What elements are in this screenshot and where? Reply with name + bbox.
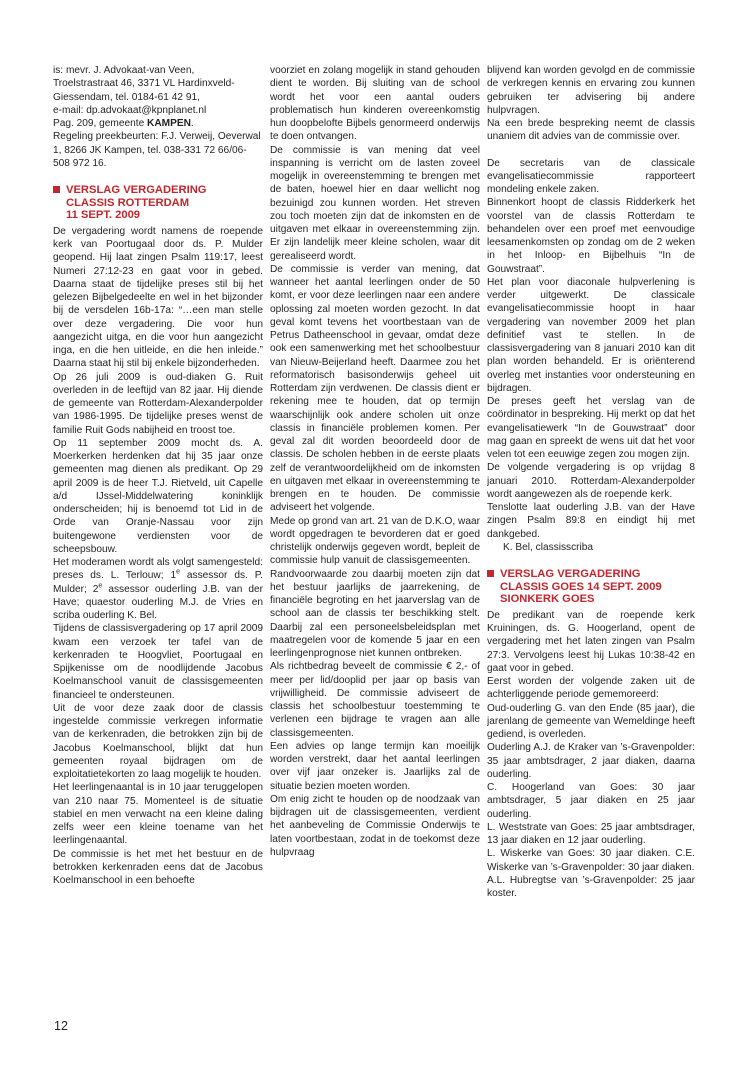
paragraph: L. Weststrate van Goes: 25 jaar ambtsdrager, 13 jaar diaken en 12 jaar ouderling. bbox=[487, 821, 695, 847]
paragraph: Randvoorwaarde zou daarbij moeten zijn dat het bestuur jaarlijks de jaarrekening, de financiële begroting en het jaarverslag van de school aan de classis ter beschikking stelt. Daarbij zal een personeelsbeleidsplan met maatregelen voor de komende 5 jaar en een leerlingenprognose niet kunnen ontbreken. bbox=[270, 568, 480, 659]
page-reference: Pag. 209, gemeente KAMPEN. bbox=[53, 118, 194, 129]
paragraph: blijvend kan worden gevolgd en de commissie de verkregen kennis en ervaring zou kunnen gebruiken ter advisering bij andere hulpvragen. bbox=[487, 65, 695, 116]
paragraph: A.L. Hubregtse van ’s-Gravenpolder: 25 jaar koster. bbox=[487, 874, 695, 900]
paragraph: De commissie is verder van mening, dat wanneer het aantal leerlingen onder de 50 komt, er voor deze leerlingen naar een andere oplossing zal moeten worden gezocht. In dat geval komt tevens het voortbestaan van de Petrus Datheenschool in gevaar, omdat deze ook een samenwerking met het schoolbestuur van Nieuw-Beijerland heeft. Daarmee zou het reformatorisch basisonderwijs geheel uit Rotterdam zijn verdwenen. De classis dient er rekening mee te houden, dat op termijn waarschijnlijk ook andere scholen uit onze classis in financiële problemen komen. Per geval zal dit worden beoordeeld door de classis. De scholen hebben in de eerste plaats zelf de verantwoordelijkheid om de inkomsten en uitgaven met elkaar in overeenstemming te brengen en te houden. De commissie adviseert het volgende. bbox=[270, 263, 480, 514]
paragraph: Het plan voor diaconale hulpverlening is verder uitgewerkt. De classicale evangelisatiecommissie hoopt in haar vergadering van november 2009 het plan definitief vast te stellen. In de classisvergadering van 8 januari 2010 kan dit plan worden behandeld. Er is oriënterend overleg met instanties voor ondersteuning en bijdragen. bbox=[487, 276, 695, 394]
paragraph: Op 26 juli 2009 is oud-diaken G. Ruit overleden in de leeftijd van 82 jaar. Hij diende de gemeente van Rotterdam-Alexanderpolder van 1986-1995. De tijdelijke preses wenst de familie Ruit Gods nabijheid en troost toe. bbox=[53, 371, 263, 436]
address-line: is: mevr. J. Advokaat-van Veen, bbox=[53, 65, 195, 76]
paragraph: De secretaris van de classicale evangelisatiecommissie rapporteert mondeling enkele zaken. bbox=[487, 157, 695, 195]
page-number: 12 bbox=[54, 1019, 68, 1033]
signoff: K. Bel, classisscriba bbox=[503, 541, 594, 553]
address-line: Troelstrastraat 46, 3371 VL Hardinxveld-Giessendam, tel. 0184-61 42 91, bbox=[53, 78, 235, 103]
paragraph: Tenslotte laat ouderling J.B. van der Have zingen Psalm 89:8 en eindigt hij met dankgebed. bbox=[487, 502, 695, 540]
paragraph: De predikant van de roepende kerk Kruiningen, ds. G. Hoogerland, opent de vergadering met het laten zingen van Psalm 27:3. Vervolgens leest hij Lukas 10:38-42 en gaat voor in gebed. bbox=[487, 609, 695, 674]
column-3 bbox=[487, 64, 695, 1029]
paragraph: L. Wiskerke van Goes: 30 jaar diaken. C.E. Wiskerke van ’s-Gravenpolder: 30 jaar diaken. bbox=[487, 848, 695, 873]
paragraph: Tijdens de classisvergadering op 17 april 2009 kwam een verzoek ter tafel van de kerkenraden te Hoogvliet, Poortugaal en Spijkenisse om de noodlijdende Jacobus Koelmanschool vanuit de classisgemeenten financieel te ondersteunen. bbox=[53, 623, 263, 701]
heading-square-icon bbox=[487, 570, 494, 577]
paragraph: Om enig zicht te houden op de noodzaak van bijdragen uit de classisgemeenten, verdient het aanbeveling de Commissie Onderwijs te laten voortbestaan, zodat in de toekomst deze hulpvraag bbox=[270, 793, 480, 858]
paragraph: Binnenkort hoopt de classis Ridderkerk het voorstel van de classis Rotterdam te behandelen over een proef met eenvoudige leesamenkomsten op zondag om de 2 weken in het Inloop- en Bijbelhuis “In de Gouwstraat”. bbox=[487, 197, 695, 275]
paragraph: Als richtbedrag beveelt de commissie € 2,- of meer per lid/dooplid per jaar op basis van vrijwilligheid. De commissie adviseert de classis het schoolbestuur toestemming te verlenen een bijdrage te vragen aan alle classisgemeenten. bbox=[270, 661, 480, 739]
paragraph: Ouderling A.J. de Kraker van ’s-Gravenpolder: 35 jaar ambtsdrager, 2 jaar diaken, daarna ouderling. bbox=[487, 742, 695, 780]
column-2 bbox=[270, 64, 480, 1034]
congregation-name: KAMPEN bbox=[147, 118, 191, 129]
paragraph: Een advies op lange termijn kan moeilijk worden verstrekt, daar het aantal leerlingen over vijf jaar onzeker is. Jaarlijks zal de situatie bezien moeten worden. bbox=[270, 740, 480, 792]
section-heading-rotterdam: VERSLAG VERGADERING CLASSIS ROTTERDAM 11 SEPT. 2009 bbox=[53, 184, 263, 222]
paragraph-gap bbox=[487, 144, 695, 157]
paragraph: Op 11 september 2009 mocht ds. A. Moerkerken herdenken dat hij 35 jaar onze gemeenten mag dienen als predikant. Op 29 april 2009 is de heer T.J. Rietveld, uit Capelle a/d IJssel-Middelwatering koninklijk onderscheiden; hij is benoemd tot Lid in de Orde van Oranje-Nassau voor zijn buitengewone verdiensten voor de scheepsbouw. bbox=[53, 437, 263, 555]
heading-square-icon bbox=[53, 186, 60, 193]
paragraph: Oud-ouderling G. van den Ende (85 jaar), die jarenlang de gemeente van Wemeldinge heeft gediend, is overleden. bbox=[487, 702, 695, 741]
paragraph: Uit de voor deze zaak door de classis ingestelde commissie verkregen informatie van de kerkenraden, die betrokken zijn bij de Jacobus Koelmanschool, blijkt dat hun gemeenten royaal bijdragen om de exploitatietekorten zo laag mogelijk te houden. bbox=[53, 702, 263, 781]
paragraph: De vergadering wordt namens de roepende kerk van Poortugaal door ds. P. Mulder geopend. Hij laat zingen Psalm 119:17, leest Numeri 27:12-23 en gaat voor in gebed. Daarna staat de tijdelijke preses stil bij het gelezen Bijbelgedeelte en wel in het bijzonder bij de versdelen 16b-17a: “…een man stelle over deze vergadering. Die voor hun aangezicht uitga, en die voor hun aangezicht inga, en die hen uitleide, en die hen inleide.” Daarna staat hij stil bij enkele bijzonderheden. bbox=[53, 225, 263, 370]
regeling-preekbeurten: Regeling preekbeurten: F.J. Verweij, Oeverwal 1, 8266 JK Kampen, tel. 038-331 72 66/06-508 972 16. bbox=[53, 131, 261, 169]
paragraph: De commissie is van mening dat veel inspanning is verricht om de lasten zoveel mogelijk in overeenstemming te brengen met de baten, hoewel hier en daar wellicht nog bezuinigd zou kunnen worden. Het streven zou toch moeten zijn dat de inkomsten en de uitgaven met elkaar in overeenstemming zijn. Er zijn landelijk meer kleine scholen, waar dit gerealiseerd wordt. bbox=[270, 144, 480, 262]
paragraph: De preses geeft het verslag van de coördinator in bespreking. Hij merkt op dat het evangelisatiewerk “In de Gouwstraat” door mag gaan en spreekt de wens uit dat het voor velen tot een eeuwige zegen zou mogen zijn. bbox=[487, 396, 695, 460]
moderamen-paragraph: Het moderamen wordt als volgt samengesteld: preses ds. L. Terlouw; 1e assessor ds. P. Mulder; 2e assessor ouderling J.B. van der Have; quaestor ouderling M.J. de Vries en scriba ouderling K. Bel. bbox=[53, 557, 263, 622]
paragraph: voorziet en zolang mogelijk in stand gehouden dient te worden. Bij sluiting van de school wordt het voor een aantal ouders problematisch hun kinderen overeenkomstig hun doopbelofte Bijbels genormeerd onderwijs te doen ontvangen. bbox=[270, 65, 480, 143]
paragraph: Het leerlingenaantal is in 10 jaar teruggelopen van 210 naar 75. Momenteel is de situatie stabiel en men verwacht na een kleine daling zelfs weer een kleine toename van het leerlingenaantal. bbox=[53, 782, 263, 847]
email-line: e-mail: dp.advokaat@kpnplanet.nl bbox=[53, 104, 207, 116]
paragraph: Mede op grond van art. 21 van de D.K.O, waar wordt opgedragen te bevorderen dat er goed christelijk onderwijs gegeven wordt, bepleit de commissie hulp vanuit de classisgemeenten. bbox=[270, 515, 480, 567]
section-heading-goes: VERSLAG VERGADERING CLASSIS GOES 14 SEPT. 2009 SIONKERK GOES bbox=[487, 568, 695, 606]
paragraph: C. Hoogerland van Goes: 30 jaar ambtsdrager, 5 jaar diaken en 25 jaar ouderling. bbox=[487, 782, 695, 820]
paragraph: De volgende vergadering is op vrijdag 8 januari 2010. Rotterdam-Alexanderpolder wordt aangewezen als de roepende kerk. bbox=[487, 462, 695, 500]
paragraph: Na een brede bespreking neemt de classis unaniem dit advies van de commissie over. bbox=[487, 118, 695, 143]
column-1 bbox=[53, 64, 263, 1029]
paragraph: Eerst worden der volgende zaken uit de achterliggende periode gememoreerd: bbox=[487, 676, 695, 701]
paragraph: De commissie is het met het bestuur en de betrokken kerkenraden eens dat de Jacobus Koelmanschool in een behoefte bbox=[53, 848, 263, 887]
address-block bbox=[53, 64, 263, 170]
